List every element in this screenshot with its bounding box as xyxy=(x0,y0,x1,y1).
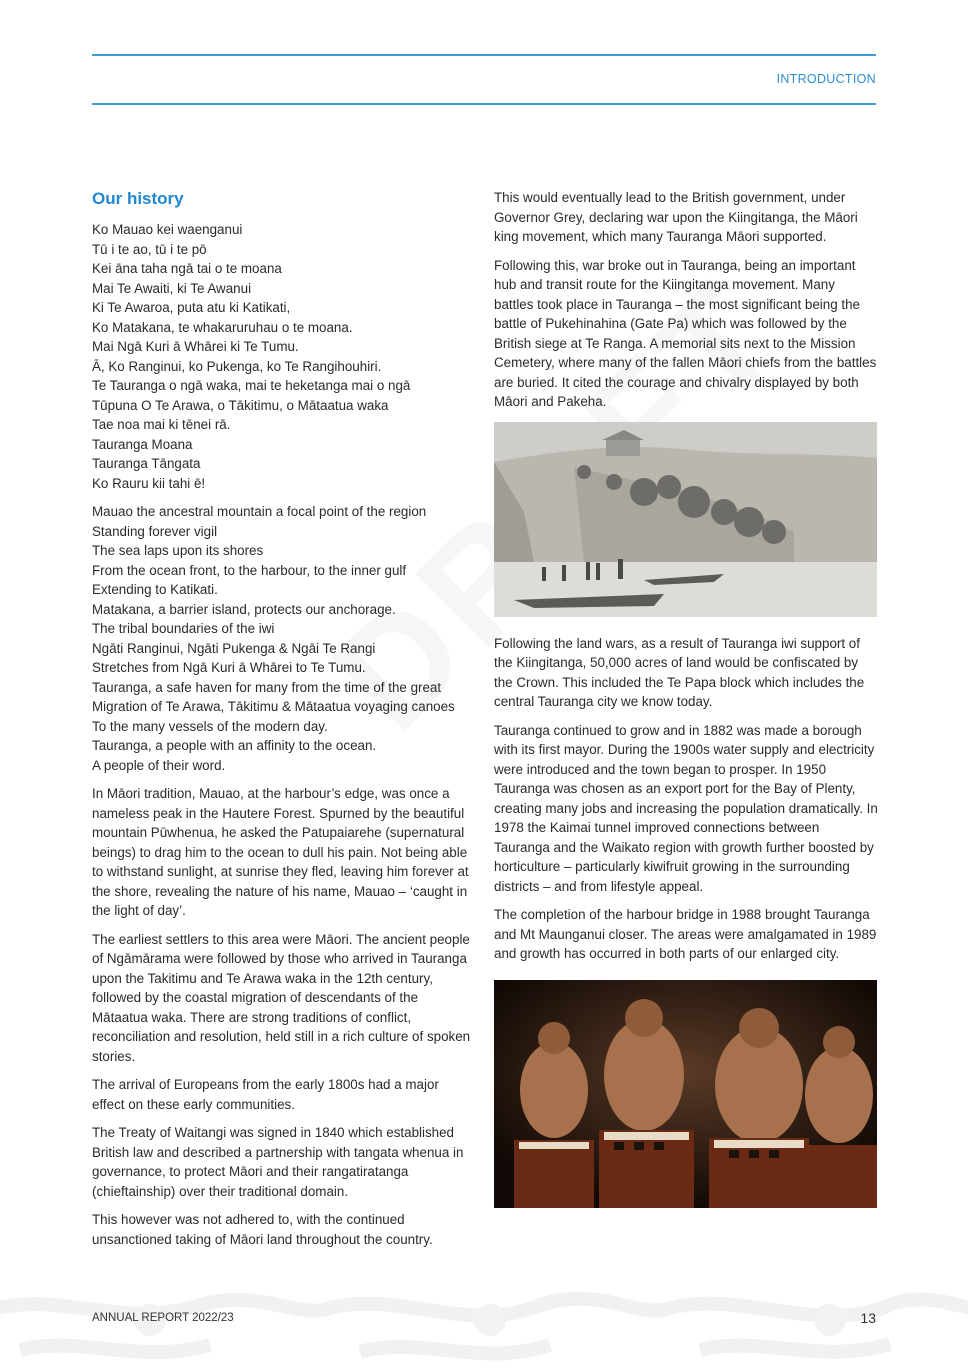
poem-line: Migration of Te Arawa, Tākitimu & Mātaatua voyaging canoes xyxy=(92,699,455,714)
poem-line: Tūpuna O Te Arawa, o Tākitimu, o Mātaatua waka xyxy=(92,397,389,413)
body-paragraph: The arrival of Europeans from the early 1800s had a major effect on these early communities. xyxy=(92,1077,439,1112)
poem-line: A people of their word. xyxy=(92,757,226,773)
page-number: 13 xyxy=(860,1310,876,1326)
body-paragraph: The earliest settlers to this area were Māori. The ancient people of Ngāmārama were followed by those who arrived in Tauranga upon the Takitimu and Te Arawa waka in the 12th century, followed by the coastal migration of descendants of the Mātaatua waka. There are strong traditions of conflict, reconciliation and resolution, held still in a rich culture of spoken stories. xyxy=(92,931,471,1064)
body-paragraph: Tauranga continued to grow and in 1882 was made a borough with its first mayor. During the 1900s water supply and electricity were introduced and the town began to prosper. In 1950 Tauranga was chosen as an export port for the Bay of Plenty, creating many jobs and increasing the population dramatically. In 1978 the Kaimai tunnel improved connections between Tauranga and the Waikato region with growth further boosted by horticulture – particularly kiwifruit growing in the surrounding districts – and from lifestyle appeal. xyxy=(494,722,878,894)
footer-pattern xyxy=(0,1280,968,1368)
poem-line: Ngāti Ranginui, Ngāti Pukenga & Ngāi Te Rangi xyxy=(92,640,376,656)
body-paragraph: This would eventually lead to the British government, under Governor Grey, declaring war upon the Kiingitanga, the Māori king movement, which many Tauranga Māori supported. xyxy=(494,190,858,244)
poem-line: Stretches from Ngā Kuri ā Whārei to Te Tumu. xyxy=(92,660,366,675)
poem-line: To the many vessels of the modern day. xyxy=(92,718,328,734)
poem-line: Matakana, a barrier island, protects our anchorage. xyxy=(92,601,396,617)
poem-line: Extending to Katikati. xyxy=(92,582,218,597)
poem-line: Ki Te Awaroa, puta atu ki Katikati, xyxy=(92,300,291,315)
header-top-rule xyxy=(92,54,876,56)
poem-line: Tae noa mai ki tēnei rā. xyxy=(92,417,231,432)
body-paragraph: In Māori tradition, Mauao, at the harbour’s edge, was once a nameless peak in the Hautere Forest. Spurned by the beautiful mountain Pūwhenua, he asked the Patupaiarehe (supernatural beings) to drag him to the ocean to dull his pain. Not being able to withstand sunlight, at sunrise they fled, leaving him forever at the shore, revealing the nature of his name, Mauao – ‘caught in the light of day’. xyxy=(92,786,469,918)
footer-report-title: ANNUAL REPORT 2022/23 xyxy=(92,1312,234,1324)
body-paragraph: Following this, war broke out in Tauranga, being an important hub and transit route for the Kiingitanga movement. Many battles took place in Tauranga – the most significant being the battle of Pukehinahina (Gate Pa) which was followed by the British siege at Te Ranga. A memorial sits next to the Mission Cemetery, where many of the fallen Māori chiefs from the battles are buried. It cited the courage and chivalry displayed by both Māori and Pakeha. xyxy=(494,257,877,409)
kapa-haka-photo xyxy=(494,980,877,1208)
poem-line: Tauranga, a safe haven for many from the time of the great xyxy=(92,679,442,695)
poem-line: Te Tauranga o ngā waka, mai te heketanga mai o ngā xyxy=(92,378,411,393)
poem-maori xyxy=(92,220,472,493)
historic-sketch-image xyxy=(494,422,877,617)
poem-line: Tū i te ao, tū i te pō xyxy=(92,241,207,257)
poem-line: Tauranga, a people with an affinity to the ocean. xyxy=(92,738,377,753)
poem-line: Mauao the ancestral mountain a focal point of the region xyxy=(92,504,427,519)
poem-line: Mai Te Awaiti, ki Te Awanui xyxy=(92,280,252,296)
body-paragraph: The completion of the harbour bridge in 1988 brought Tauranga and Mt Maunganui closer. The areas were amalgamated in 1989 and growth has occurred in both parts of our enlarged city. xyxy=(494,907,877,961)
poem-line: Tauranga Tāngata xyxy=(92,456,201,471)
footer-koru-pattern xyxy=(0,1280,968,1368)
body-paragraph: This however was not adhered to, with the continued unsanctioned taking of Māori land throughout the country. xyxy=(92,1212,433,1247)
poem-line: Tauranga Moana xyxy=(92,436,193,452)
kapa-haka-illustration xyxy=(494,980,877,1208)
poem-line: Mai Ngā Kuri ā Whārei ki Te Tumu. xyxy=(92,339,299,354)
poem-line: Kei āna taha ngā tai o te moana xyxy=(92,261,282,276)
poem-line: Ko Matakana, te whakaruruhau o te moana. xyxy=(92,319,353,335)
poem-line: Ko Rauru kii tahi ē! xyxy=(92,475,206,491)
poem-line: The sea laps upon its shores xyxy=(92,543,264,558)
right-column xyxy=(494,188,878,1225)
section-heading: Our history xyxy=(92,189,184,208)
poem-line: Ko Mauao kei waenganui xyxy=(92,222,243,237)
poem-line: From the ocean front, to the harbour, to the inner gulf xyxy=(92,562,407,578)
body-paragraph: The Treaty of Waitangi was signed in 1840 which established British law and described a partnership with tangata whenua in governance, to protect Māori and their rangatiratanga (chieftainship) over their traditional domain. xyxy=(92,1125,464,1199)
poem-line: Ā, Ko Ranginui, ko Pukenga, ko Te Rangihouhiri. xyxy=(92,358,382,374)
poem-english xyxy=(92,502,472,775)
body-paragraph: Following the land wars, as a result of Tauranga iwi support of the Kiingitanga, 50,000 acres of land would be confiscated by the Crown. This included the Te Papa block which includes the central Tauranga city we know today. xyxy=(494,635,865,709)
poem-line: The tribal boundaries of the iwi xyxy=(92,621,275,636)
header-bottom-rule xyxy=(92,103,876,105)
section-label: INTRODUCTION xyxy=(776,72,876,86)
left-column xyxy=(92,188,472,1258)
poem-line: Standing forever vigil xyxy=(92,523,218,539)
historic-sketch-illustration xyxy=(494,422,877,617)
